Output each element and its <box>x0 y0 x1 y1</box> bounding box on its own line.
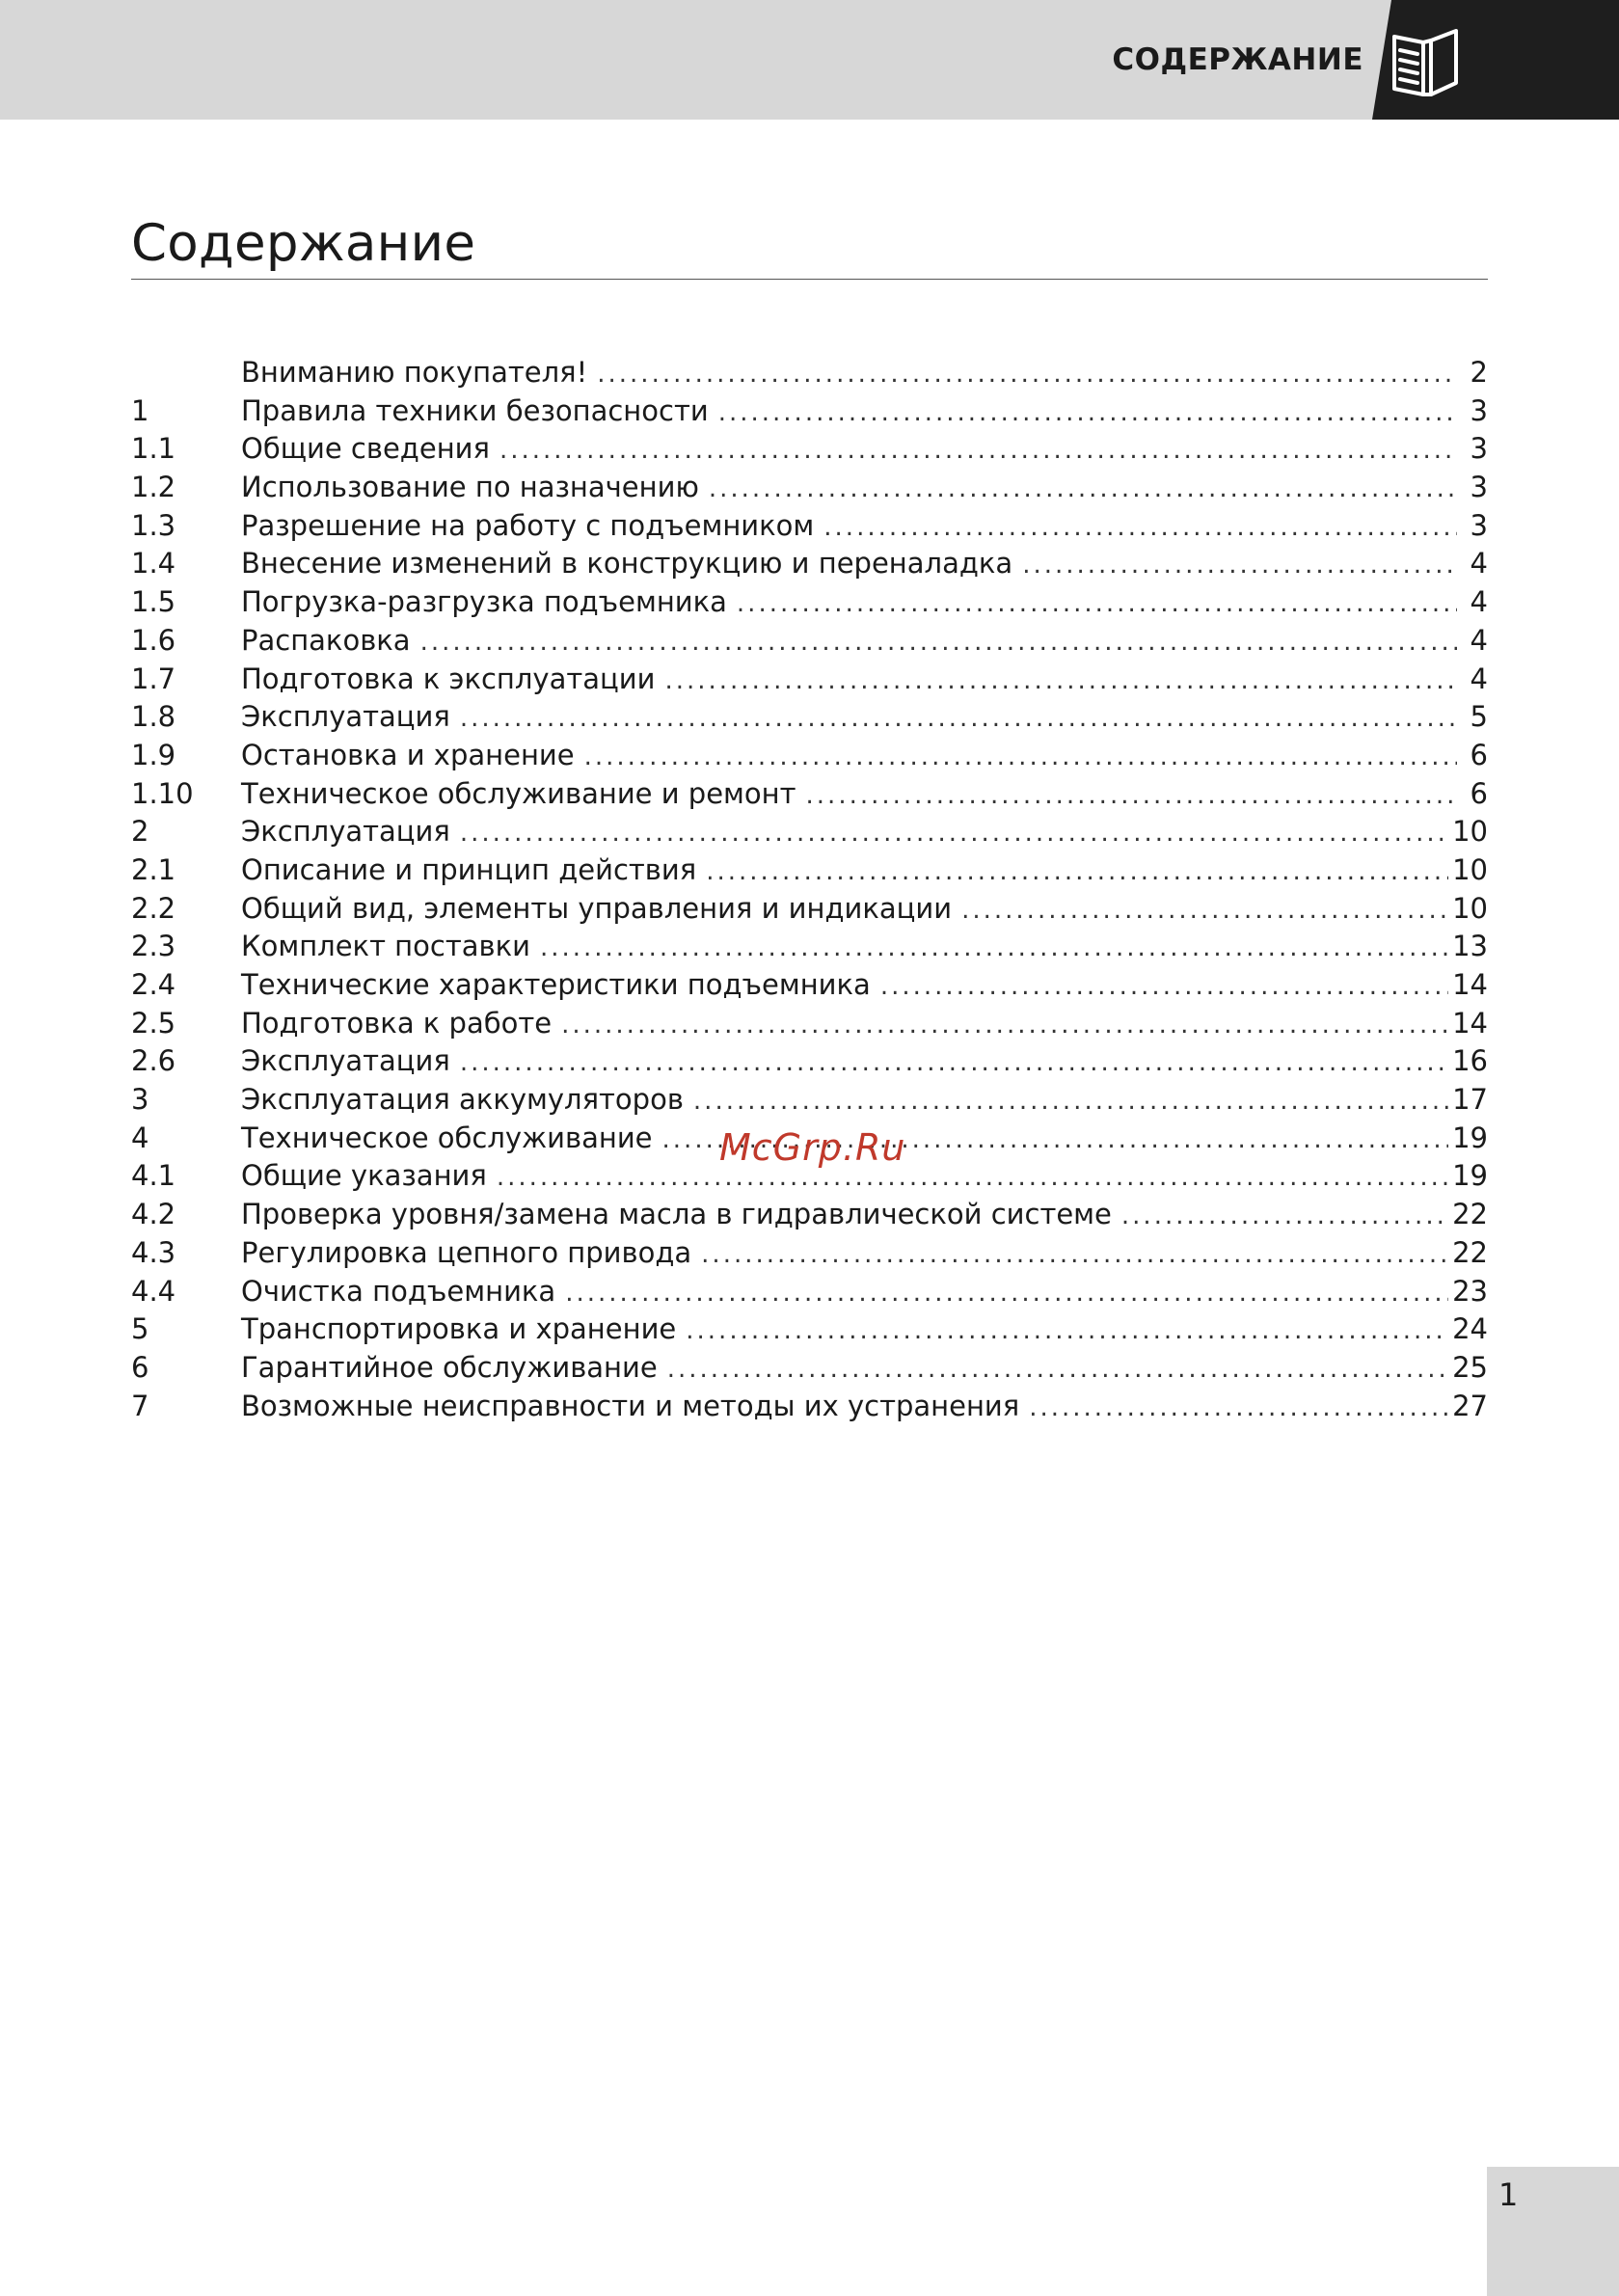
toc-entry-number: 4.3 <box>131 1235 176 1269</box>
toc-entry-title: Возможные неисправности и методы их устранения <box>241 1389 1020 1422</box>
toc-entry-number: 7 <box>131 1389 149 1422</box>
header-label: СОДЕРЖАНИЕ <box>1112 42 1363 77</box>
toc-entry-title: Разрешение на работу с подъемником <box>241 508 815 542</box>
toc-entry[interactable] <box>131 469 1488 507</box>
title-divider <box>131 279 1488 280</box>
toc-entry-title: Регулировка цепного привода <box>241 1235 692 1269</box>
toc-dot-leader <box>686 1312 1448 1351</box>
toc-dot-leader <box>584 739 1457 777</box>
toc-entry-number: 1.4 <box>131 547 176 581</box>
toc-entry-number: 4.4 <box>131 1274 176 1308</box>
page-title: Содержание <box>131 214 476 273</box>
toc-entry[interactable] <box>131 507 1488 546</box>
toc-entry[interactable] <box>131 392 1488 431</box>
toc-dot-leader <box>880 968 1448 1007</box>
toc-entry-number: 1.10 <box>131 776 194 810</box>
toc-entry-number: 4 <box>131 1121 149 1154</box>
toc-entry[interactable] <box>131 813 1488 851</box>
header-bar <box>0 0 1619 120</box>
toc-entry-page: 19 <box>1452 1159 1488 1193</box>
toc-entry-page: 3 <box>1470 432 1488 466</box>
toc-entry-number: 6 <box>131 1350 149 1384</box>
page-number: 1 <box>1498 2176 1519 2213</box>
toc-entry[interactable] <box>131 890 1488 929</box>
toc-entry-title: Очистка подъемника <box>241 1274 556 1308</box>
toc-entry[interactable] <box>131 354 1488 392</box>
toc-dot-leader <box>961 892 1448 931</box>
toc-entry-title: Описание и принцип действия <box>241 852 697 886</box>
toc-dot-leader <box>701 1236 1448 1275</box>
toc-entry-page: 4 <box>1470 585 1488 619</box>
toc-entry-title: Общие указания <box>241 1159 487 1193</box>
toc-entry-page: 13 <box>1452 930 1488 963</box>
toc-dot-leader <box>1121 1198 1448 1236</box>
toc-entry-title: Распаковка <box>241 623 411 657</box>
toc-entry[interactable] <box>131 661 1488 699</box>
toc-entry-title: Погрузка-разгрузка подъемника <box>241 585 727 619</box>
toc-entry-title: Технические характеристики подъемника <box>241 968 871 1001</box>
toc-dot-leader <box>540 930 1448 968</box>
toc-dot-leader <box>806 777 1457 816</box>
toc-entry[interactable] <box>131 966 1488 1005</box>
toc-entry[interactable] <box>131 698 1488 737</box>
toc-entry-page: 19 <box>1452 1121 1488 1154</box>
toc-dot-leader <box>597 356 1457 394</box>
toc-entry-page: 22 <box>1452 1198 1488 1231</box>
toc-entry-page: 3 <box>1470 471 1488 504</box>
toc-entry-title: Эксплуатация аккумуляторов <box>241 1083 684 1117</box>
toc-entry-title: Внесение изменений в конструкцию и переналадка <box>241 547 1013 581</box>
toc-entry-number: 1.1 <box>131 432 176 466</box>
toc-dot-leader <box>460 815 1448 853</box>
toc-entry-title: Техническое обслуживание <box>241 1121 653 1154</box>
toc-dot-leader <box>706 853 1448 892</box>
toc-entry[interactable] <box>131 928 1488 966</box>
toc-entry-title: Эксплуатация <box>241 1044 450 1078</box>
toc-dot-leader <box>823 509 1457 548</box>
toc-entry-title: Правила техники безопасности <box>241 393 709 427</box>
toc-entry-page: 4 <box>1470 623 1488 657</box>
toc-entry-title: Подготовка к работе <box>241 1006 553 1040</box>
toc-entry-number: 2.5 <box>131 1006 176 1040</box>
toc-entry-page: 23 <box>1452 1274 1488 1308</box>
toc-entry-page: 16 <box>1452 1044 1488 1078</box>
toc-entry[interactable] <box>131 775 1488 814</box>
toc-entry[interactable] <box>131 583 1488 622</box>
toc-entry-title: Транспортировка и хранение <box>241 1312 677 1346</box>
toc-entry-number: 1.8 <box>131 700 176 734</box>
toc-dot-leader <box>561 1007 1448 1045</box>
toc-entry-title: Остановка и хранение <box>241 738 575 771</box>
toc-entry-number: 3 <box>131 1083 149 1117</box>
toc-dot-leader <box>565 1275 1448 1313</box>
toc-entry-page: 27 <box>1452 1389 1488 1422</box>
toc-entry-number: 1.7 <box>131 662 176 695</box>
toc-entry[interactable] <box>131 545 1488 583</box>
toc-entry[interactable] <box>131 851 1488 890</box>
toc-entry-title: Гарантийное обслуживание <box>241 1350 658 1384</box>
toc-entry-number: 1.5 <box>131 585 176 619</box>
toc-entry-number: 1.2 <box>131 471 176 504</box>
toc-entry[interactable] <box>131 737 1488 775</box>
toc-entry-page: 24 <box>1452 1312 1488 1346</box>
toc-entry-page: 14 <box>1452 1006 1488 1040</box>
toc-entry-page: 4 <box>1470 662 1488 695</box>
toc-entry-title: Использование по назначению <box>241 471 699 504</box>
toc-entry-title: Вниманию покупателя! <box>241 356 588 389</box>
toc-dot-leader <box>667 1351 1448 1390</box>
toc-dot-leader <box>693 1083 1448 1121</box>
toc-entry[interactable] <box>131 1196 1488 1234</box>
toc-dot-leader <box>664 662 1457 701</box>
toc-entry-page: 2 <box>1470 356 1488 389</box>
toc-entry-page: 4 <box>1470 547 1488 581</box>
toc-entry-number: 1.6 <box>131 623 176 657</box>
toc-entry-number: 4.2 <box>131 1198 176 1231</box>
toc-entry-number: 2.4 <box>131 968 176 1001</box>
toc-entry-title: Проверка уровня/замена масла в гидравлической системе <box>241 1198 1112 1231</box>
toc-entry-number: 1 <box>131 393 149 427</box>
toc-entry-number: 4.1 <box>131 1159 176 1193</box>
toc-entry-title: Техническое обслуживание и ремонт <box>241 776 796 810</box>
toc-entry-title: Подготовка к эксплуатации <box>241 662 656 695</box>
toc-entry-page: 17 <box>1452 1083 1488 1117</box>
toc-entry-number: 2.6 <box>131 1044 176 1078</box>
toc-entry[interactable] <box>131 430 1488 469</box>
toc-dot-leader <box>1029 1390 1448 1428</box>
toc-entry[interactable] <box>131 1081 1488 1120</box>
toc-entry[interactable] <box>131 622 1488 661</box>
toc-entry[interactable] <box>131 1388 1488 1426</box>
toc-entry[interactable] <box>131 1042 1488 1081</box>
toc-entry-number: 5 <box>131 1312 149 1346</box>
toc-dot-leader <box>499 432 1457 471</box>
toc-entry-number: 1.3 <box>131 508 176 542</box>
toc-entry-page: 25 <box>1452 1350 1488 1384</box>
toc-entry[interactable] <box>131 1310 1488 1349</box>
toc-entry-page: 22 <box>1452 1235 1488 1269</box>
toc-entry-page: 14 <box>1452 968 1488 1001</box>
toc-entry[interactable] <box>131 1273 1488 1311</box>
toc-entry-number: 2.3 <box>131 930 176 963</box>
toc-dot-leader <box>1022 547 1457 585</box>
toc-entry[interactable] <box>131 1234 1488 1273</box>
toc-entry-number: 2.1 <box>131 852 176 886</box>
toc-entry-title: Комплект поставки <box>241 930 530 963</box>
toc-dot-leader <box>709 471 1457 509</box>
toc-dot-leader <box>718 394 1457 433</box>
toc-entry-page: 10 <box>1452 815 1488 849</box>
toc-entry-page: 6 <box>1470 738 1488 771</box>
toc-entry-title: Эксплуатация <box>241 815 450 849</box>
table-of-contents <box>131 354 1488 1425</box>
toc-dot-leader <box>420 624 1457 662</box>
toc-entry[interactable] <box>131 1349 1488 1388</box>
toc-dot-leader <box>737 585 1457 624</box>
toc-entry-page: 10 <box>1452 891 1488 925</box>
toc-dot-leader <box>460 700 1457 739</box>
toc-entry[interactable] <box>131 1005 1488 1043</box>
open-book-icon <box>1389 27 1462 100</box>
toc-entry-page: 3 <box>1470 393 1488 427</box>
toc-dot-leader <box>497 1159 1448 1198</box>
toc-entry-number: 2.2 <box>131 891 176 925</box>
watermark: McGrp.Ru <box>719 1126 906 1169</box>
toc-entry-page: 5 <box>1470 700 1488 734</box>
toc-entry-page: 10 <box>1452 852 1488 886</box>
toc-dot-leader <box>460 1044 1448 1083</box>
toc-entry-page: 3 <box>1470 508 1488 542</box>
toc-entry-page: 6 <box>1470 776 1488 810</box>
toc-entry-title: Общий вид, элементы управления и индикации <box>241 891 953 925</box>
toc-entry-title: Эксплуатация <box>241 700 450 734</box>
toc-entry-title: Общие сведения <box>241 432 490 466</box>
toc-entry-number: 1.9 <box>131 738 176 771</box>
toc-entry-number: 2 <box>131 815 149 849</box>
